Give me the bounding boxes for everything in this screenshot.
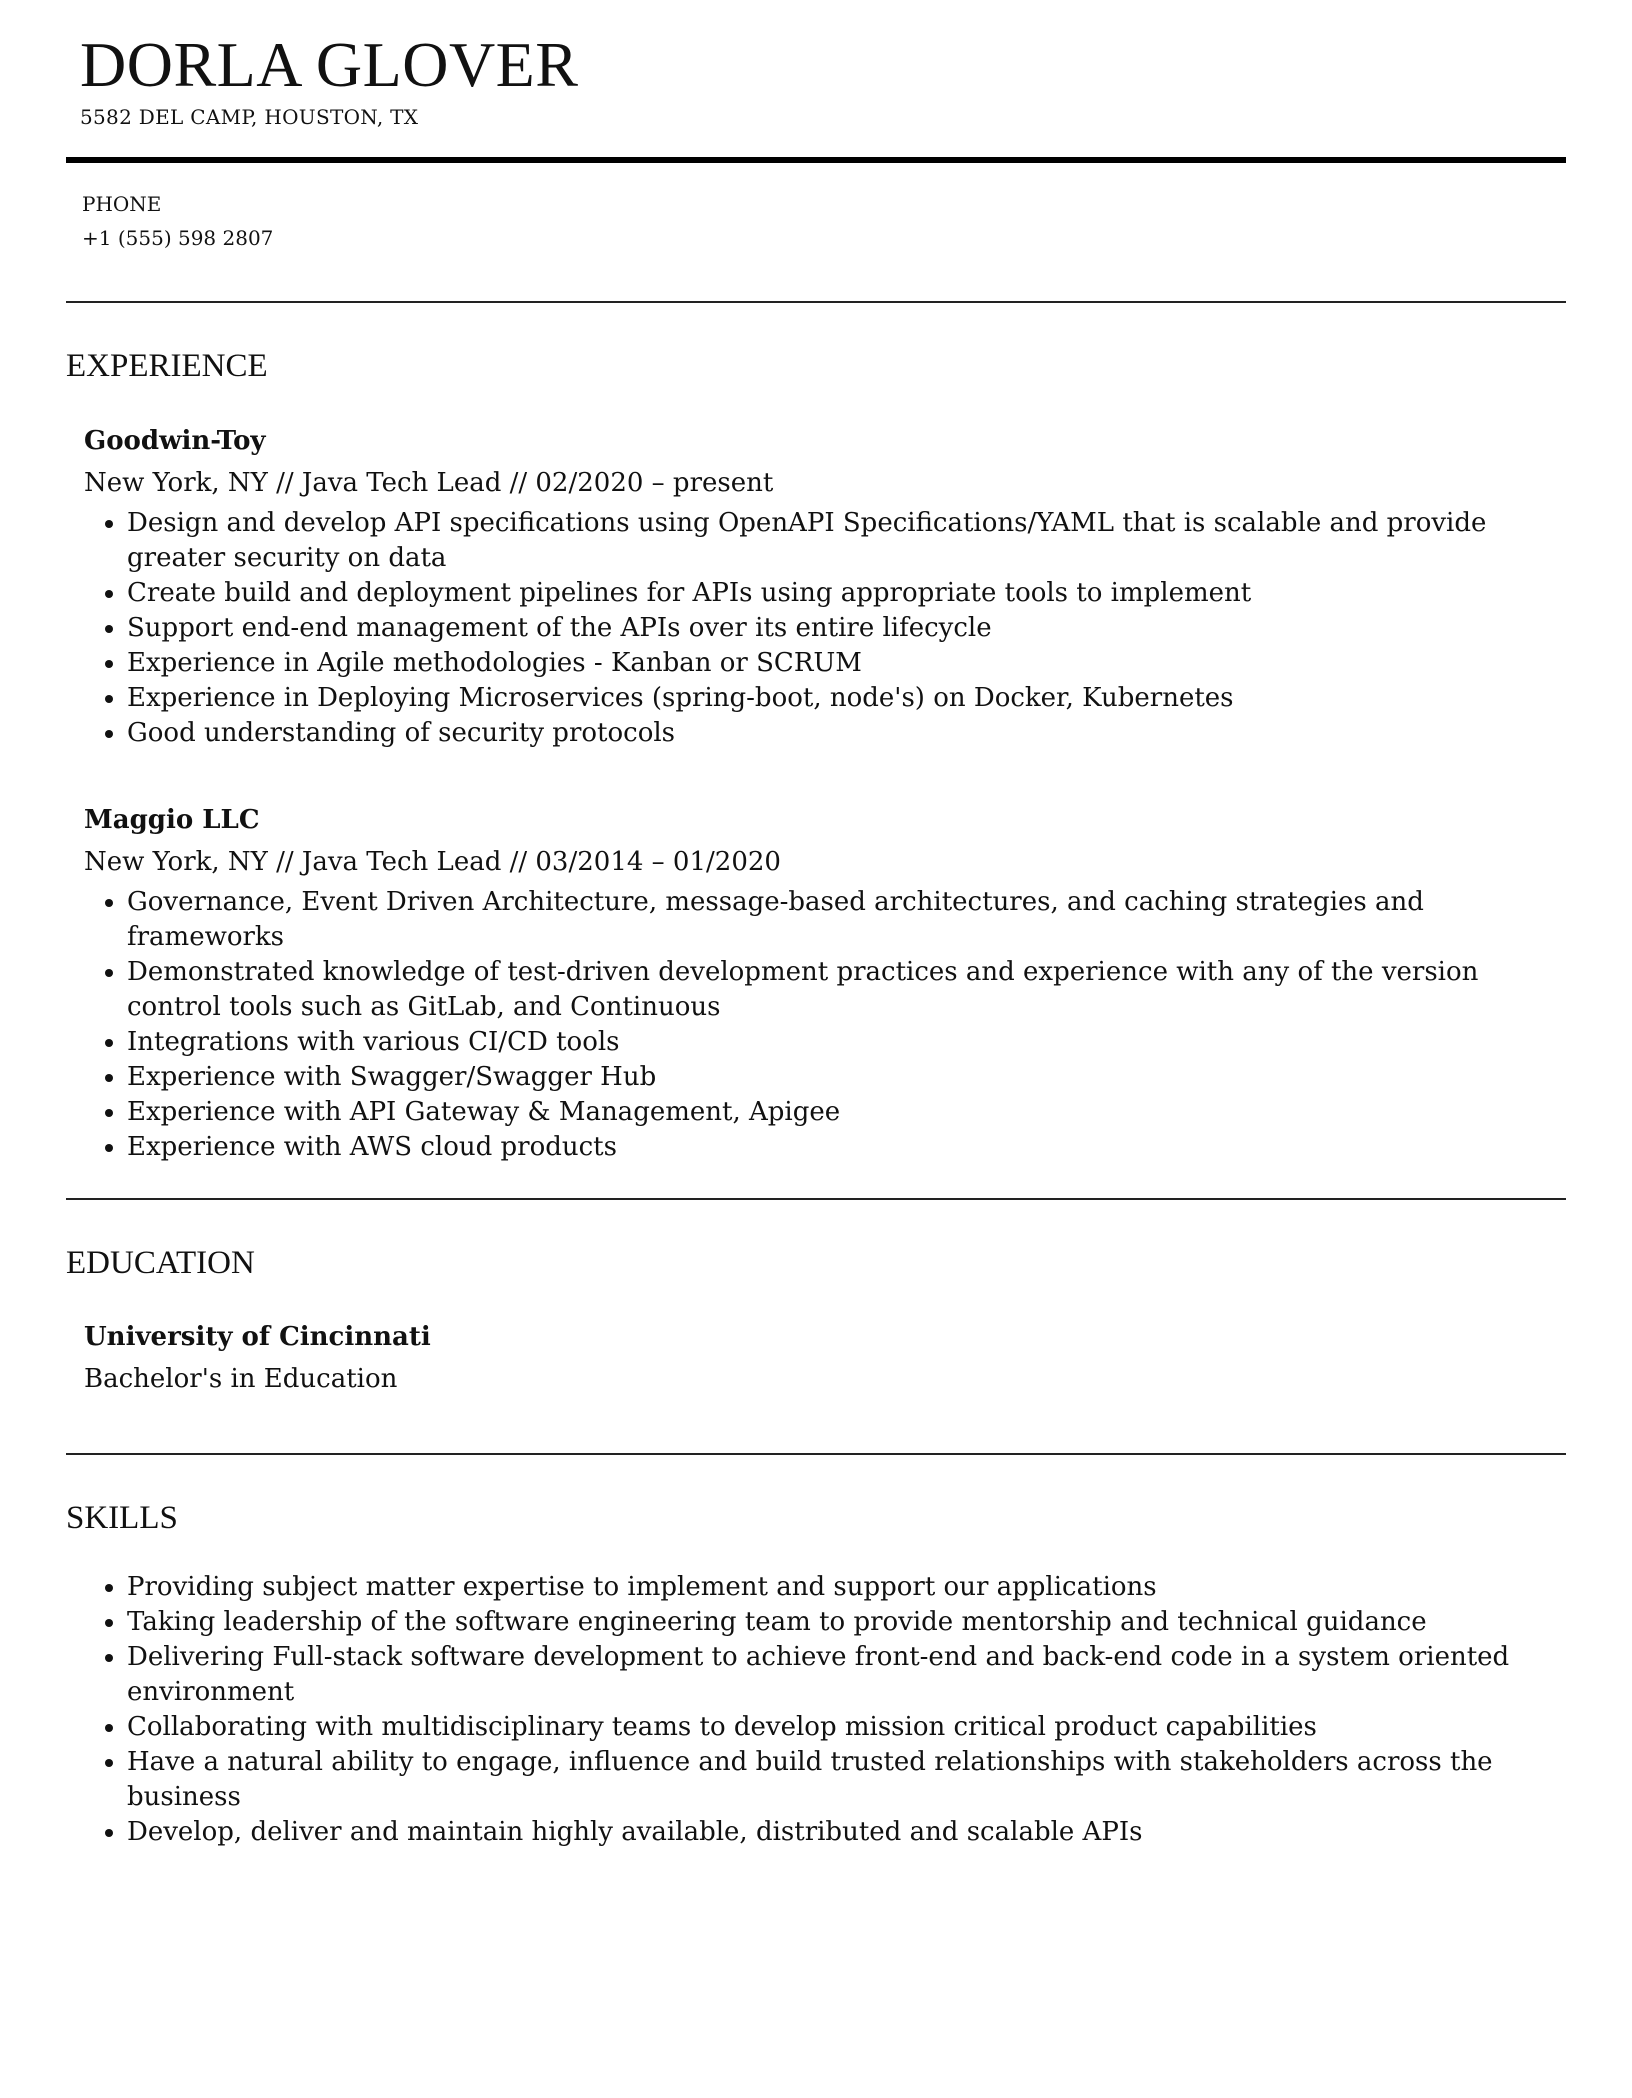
list-item: • Support end-end management of the APIs over its entire lifecycle bbox=[127, 611, 1564, 646]
skills-heading: SKILLS bbox=[66, 1500, 178, 1536]
job-bullets bbox=[84, 885, 1564, 1165]
education-entry bbox=[84, 1320, 1564, 1396]
skills-list-container bbox=[84, 1570, 1564, 1850]
list-item: • Develop, deliver and maintain highly available, distributed and scalable APIs bbox=[127, 1815, 1564, 1850]
header-divider bbox=[66, 157, 1566, 163]
list-item: • Taking leadership of the software engineering team to provide mentorship and technical guidance bbox=[127, 1605, 1564, 1640]
candidate-address: 5582 DEL CAMP, HOUSTON, TX bbox=[80, 105, 419, 129]
list-item: • Experience with API Gateway & Management, Apigee bbox=[127, 1095, 1564, 1130]
degree: Bachelor's in Education bbox=[84, 1364, 398, 1394]
skills-list bbox=[84, 1570, 1564, 1850]
job-entry bbox=[84, 424, 1564, 751]
list-item: • Collaborating with multidisciplinary teams to develop mission critical product capabilities bbox=[127, 1710, 1564, 1745]
experience-heading: EXPERIENCE bbox=[66, 348, 268, 384]
list-item: • Design and develop API specifications using OpenAPI Specifications/YAML that is scalable and provide greater security on data bbox=[127, 506, 1564, 576]
list-item: • Experience in Deploying Microservices (spring-boot, node's) on Docker, Kubernetes bbox=[127, 681, 1564, 716]
job-bullets bbox=[84, 506, 1564, 751]
list-item: • Have a natural ability to engage, influence and build trusted relationships with stakeholders across the business bbox=[127, 1745, 1564, 1815]
candidate-name: DORLA GLOVER bbox=[80, 29, 579, 100]
list-item: • Experience in Agile methodologies - Kanban or SCRUM bbox=[127, 646, 1564, 681]
school-name: University of Cincinnati bbox=[84, 1322, 431, 1352]
job-meta: New York, NY // Java Tech Lead // 03/2014 – 01/2020 bbox=[84, 847, 781, 877]
education-divider bbox=[66, 1453, 1566, 1455]
list-item: • Providing subject matter expertise to implement and support our applications bbox=[127, 1570, 1564, 1605]
contact-divider bbox=[66, 301, 1566, 303]
list-item: • Experience with AWS cloud products bbox=[127, 1130, 1564, 1165]
list-item: • Integrations with various CI/CD tools bbox=[127, 1025, 1564, 1060]
job-meta: New York, NY // Java Tech Lead // 02/2020 – present bbox=[84, 468, 774, 498]
list-item: • Delivering Full-stack software development to achieve front-end and back-end code in a system oriented environment bbox=[127, 1640, 1564, 1710]
list-item: • Demonstrated knowledge of test-driven development practices and experience with any of the version control tools such as GitLab, and Continuous bbox=[127, 955, 1564, 1025]
phone-label: PHONE bbox=[82, 192, 162, 216]
job-company: Goodwin-Toy bbox=[84, 426, 266, 456]
list-item: • Experience with Swagger/Swagger Hub bbox=[127, 1060, 1564, 1095]
list-item: • Good understanding of security protocols bbox=[127, 716, 1564, 751]
job-company: Maggio LLC bbox=[84, 805, 260, 835]
experience-divider bbox=[66, 1198, 1566, 1200]
list-item: • Governance, Event Driven Architecture, message-based architectures, and caching strategies and frameworks bbox=[127, 885, 1564, 955]
list-item: • Create build and deployment pipelines for APIs using appropriate tools to implement bbox=[127, 576, 1564, 611]
job-entry bbox=[84, 803, 1564, 1165]
phone-number: +1 (555) 598 2807 bbox=[82, 226, 274, 250]
education-heading: EDUCATION bbox=[66, 1245, 255, 1281]
